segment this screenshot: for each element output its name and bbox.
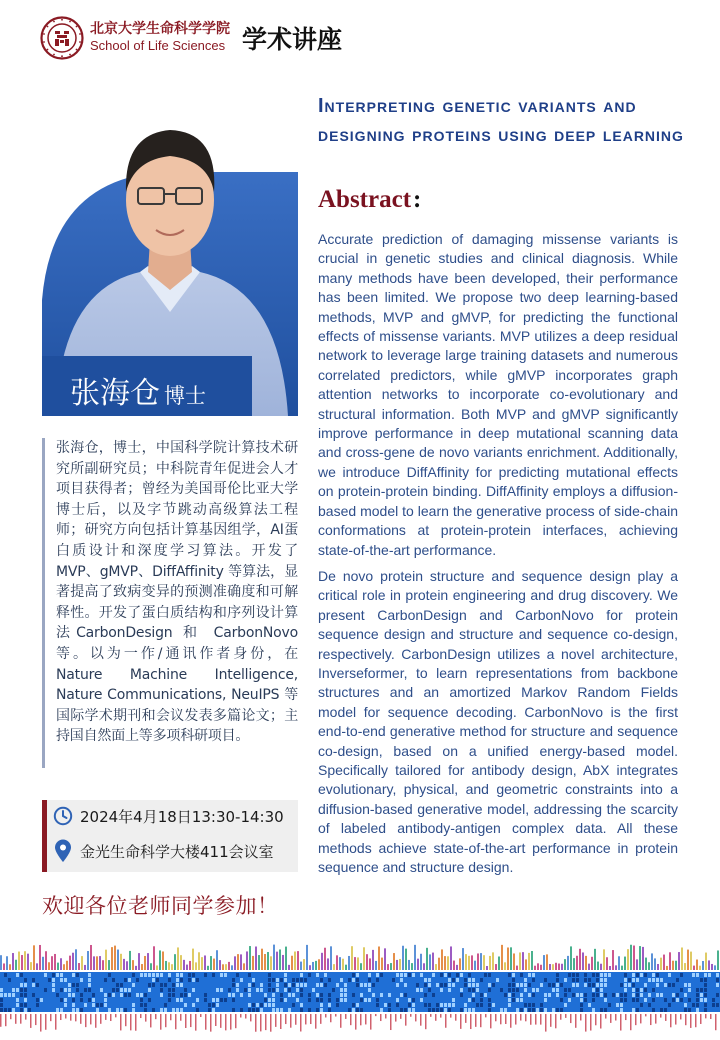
- speaker-name-banner: [42, 356, 252, 416]
- event-time: 2024年4月18日13:30-14:30: [80, 807, 284, 826]
- location-pin-icon: [52, 839, 74, 863]
- abstract-paragraph-2: De novo protein structure and sequence design play a critical role in protein engineering and drug discovery. We present CarbonDesign and CarbonNovo for protein sequence design and structure and sequence co-design, respectively. CarbonDesign utilizes a novel architecture, Inverseformer, to learn representations from backbone structures and an amortized Markov Random Fields model for sequence decoding. CarbonNovo is the first end-to-end generative method for structure and sequence co-design, based on a unified energy-based model. Specifically tailored for antibody design, AbX integrates evolutionary, physical, and geometric constraints into a diffusion-based generative model, addressing the scarcity of labeled antibody-antigen complex data. All these methods achieve state-of-the-art performance in protein sequence and structure design.: [318, 567, 678, 875]
- event-info-box: [42, 800, 298, 872]
- speaker-name: 张海仓: [70, 376, 160, 411]
- event-location-row: [52, 836, 274, 866]
- welcome-message: 欢迎各位老师同学参加！: [42, 894, 279, 918]
- event-location: 金光生命科学大楼411会议室: [80, 842, 274, 861]
- speaker-title: 博士: [164, 384, 206, 408]
- event-type-title: 学术讲座: [242, 25, 343, 54]
- header: [40, 14, 440, 64]
- org-name-en: School of Life Sciences: [90, 38, 226, 53]
- speaker-photo: [42, 90, 298, 416]
- abstract-heading: [318, 186, 421, 214]
- talk-title: Interpreting genetic variants and designing proteins using deep learning: [318, 95, 684, 146]
- clock-icon: [52, 804, 74, 828]
- pku-seal-icon: [40, 16, 84, 60]
- abstract-label: Abstract: [318, 186, 412, 213]
- org-name-cn: 北京大学生命科学学院: [90, 21, 230, 37]
- info-accent-bar: [42, 800, 47, 872]
- speaker-bio: [42, 438, 298, 747]
- event-time-row: [52, 801, 284, 831]
- bio-accent-bar: [42, 438, 45, 768]
- abstract-body: [318, 230, 678, 884]
- sequence-alignment-decoration: [0, 938, 720, 1040]
- abstract-paragraph-1: Accurate prediction of damaging missense variants is crucial in genetic studies and clinical diagnosis. While many methods have been developed, their performance has been limited. We propose two deep learning-based methods, MVP and gMVP, for predicting the functional effects of missense variants. MVP utilizes a deep residual network to leverage large training datasets and numerous correlated predictors, while gMVP incorporates graph attention networks to incorporate co-evolutionary and structural information. Both MVP and gMVP significantly improve performance in deep mutational scanning data and cross-gene de novo variants enrichment. Additionally, we introduce DiffAffinity for predicting mutational effects on protein-protein binding. DiffAffinity employs a diffusion-based model to learn the generative process of side-chain conformations at protein-protein interfaces, achieving state-of-the-art performance.: [318, 231, 678, 558]
- bio-text: 张海仓，博士，中国科学院计算技术研究所副研究员；中科院青年促进会人才项目获得者；曾经为美国哥伦比亚大学博士后，以及字节跳动高级算法工程师；研究方向包括计算基因组学，AI蛋白质设计和深度学习算法。开发了MVP、gMVP、DiffAffinity 等算法，显著提高了致病变异的预测准确度和可解释性。开发了蛋白质结构和序列设计算法CarbonDesign 和 CarbonNovo 等。以为一作/通讯作者身份，在Nature Machine Intelligence, Nature Communications, NeuIPS 等国际学术期刊和会议发表多篇论文；主持国自然面上等多项科研项目。: [56, 440, 298, 745]
- abstract-colon: :: [413, 186, 422, 213]
